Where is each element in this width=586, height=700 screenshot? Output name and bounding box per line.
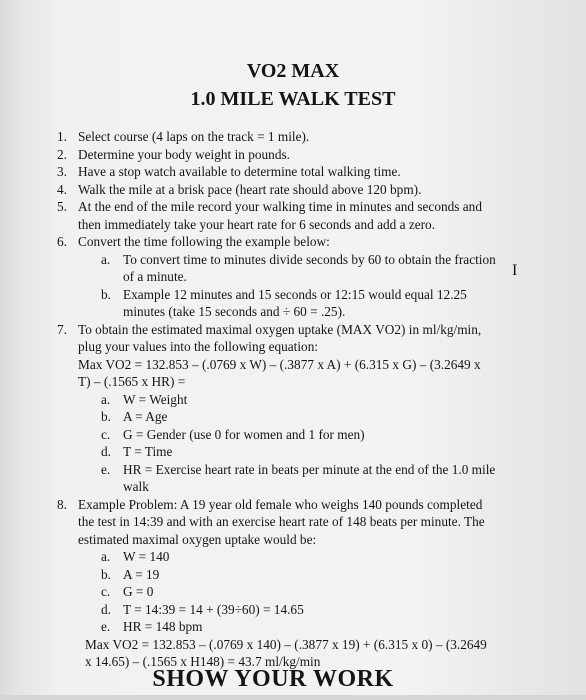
photo-edge <box>0 695 586 700</box>
sub-item-7b: b. A = Age <box>101 409 168 424</box>
sub-item-8c: c. G = 0 <box>101 584 154 599</box>
list-item-4: 4. Walk the mile at a brisk pace (heart rate should above 120 bpm). <box>57 181 422 197</box>
page-title: VO2 MAX <box>246 60 340 82</box>
list-item-6: 6. Convert the time following the example below: <box>57 234 330 249</box>
sub-item-7a: a. W = Weight <box>101 391 188 407</box>
list-item-3: 3. Have a stop watch available to determine total walking time. <box>57 164 401 179</box>
sub-item-8e: e. HR = 148 bpm <box>101 619 203 634</box>
list-item-7: 7. To obtain the estimated maximal oxygen uptake (MAX VO2) in ml/kg/min, plug your values into the following equation: Max VO2 = 132.853 – (.0769 x W) – (.3877 x A) + (6.315 x G) – (3.2649 x T) – (.1565 x HR) = <box>48 321 548 391</box>
sub-item-6b: b. Example 12 minutes and 15 seconds or 12:15 would equal 12.25 minutes (take 15 seconds and ÷ 60 = .25). <box>101 286 467 319</box>
list-item-8: 8. Example Problem: A 19 year old female who weighs 140 pounds completed the test in 14:39 and with an exercise heart rate of 148 beats per minute. The estimated maximal oxygen uptake would be: <box>57 496 485 547</box>
sub-item-8d: d. T = 14:39 = 14 + (39÷60) = 14.65 <box>101 601 304 617</box>
text-cursor-icon: I <box>512 262 518 279</box>
sub-item-7e: e. HR = Exercise heart rate in beats per minute at the end of the 1.0 mile walk <box>101 461 496 494</box>
show-your-work-heading: SHOW YOUR WORK <box>152 666 394 692</box>
sub-item-7d: d. T = Time <box>101 444 173 459</box>
instructions-list <box>48 128 548 671</box>
sub-item-7c: c. G = Gender (use 0 for women and 1 for men) <box>101 426 365 442</box>
example-solution: Max VO2 = 132.853 – (.0769 x 140) – (.3877 x 19) + (6.315 x 0) – (3.2649 x 14.65) – (.1565 x H148) = 43.7 ml/kg/min <box>85 636 487 669</box>
sub-item-6a: a. To convert time to minutes divide seconds by 60 to obtain the fraction of a minute. <box>101 251 496 284</box>
list-item-2: 2. Determine your body weight in pounds. <box>57 146 290 162</box>
sub-item-8b: b. A = 19 <box>101 566 160 582</box>
list-item-5: 5. At the end of the mile record your walking time in minutes and seconds and then immediately take your heart rate for 6 seconds and add a zero. <box>57 199 482 232</box>
vo2-equation: Max VO2 = 132.853 – (.0769 x W) – (.3877 x A) + (6.315 x G) – (3.2649 x <box>78 356 481 372</box>
list-item-1: 1. Select course (4 laps on the track = 1 mile). <box>57 129 310 144</box>
sub-item-8a: a. W = 140 <box>101 549 170 564</box>
page-subtitle: 1.0 MILE WALK TEST <box>190 88 396 110</box>
